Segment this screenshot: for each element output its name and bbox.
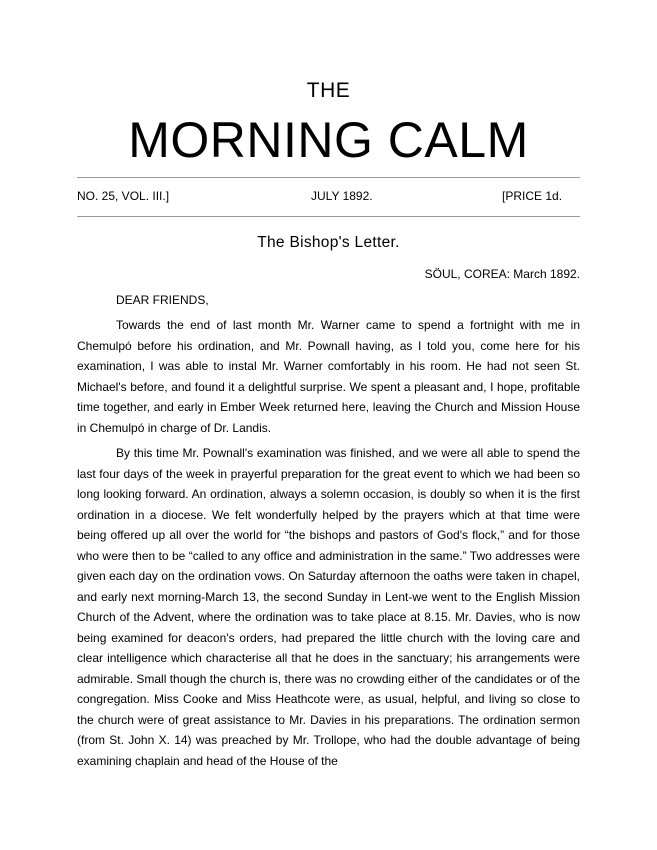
- masthead-title: MORNING CALM: [128, 112, 529, 168]
- masthead-pre-title: THE: [306, 79, 351, 102]
- issue-date: JULY 1892.: [311, 189, 373, 203]
- article-salutation: DEAR FRIENDS,: [116, 293, 209, 307]
- issue-number: NO. 25, VOL. III.]: [77, 189, 170, 203]
- masthead-divider-top: [77, 177, 580, 178]
- issue-info-line: [77, 188, 580, 204]
- article-title: The Bishop's Letter.: [257, 234, 400, 251]
- issue-price: [PRICE 1d.: [502, 189, 563, 203]
- article-paragraph: By this time Mr. Pownall's examination was finished, and we were all able to spend the last four days of the week in prayerful preparation for the great event to which we had been so long looking forward. An ordination, always a solemn occasion, is doubly so when it is the first ordination in a diocese. We felt wonderfully helped by the prayers which at that time were being offered up all over the world for “the bishops and pastors of God's flock,” and for those who were then to be “called to any office and administration in the same.” Two addresses were given each day on the ordination vows. On Saturday afternoon the oaths were taken in chapel, and early next morning-March 13, the second Sunday in Lent-we went to the English Mission Church of the Advent, where the ordination was to take place at 8.15. Mr. Davies, who is now being examined for deacon's orders, had prepared the little church with the loving care and clear intelligence which characterise all that he does in the sanctuary; his arrangements were admirable. Small though the church is, there was no crowding either of the candidates or of the congregation. Miss Cooke and Miss Heathcote were, as usual, helpful, and living so close to the church were of great assistance to Mr. Davies in his preparations. The ordination sermon (from St. John X. 14) was preached by Mr. Trollope, who had the double advantage of being examining chaplain and head of the House of the: [77, 446, 580, 768]
- article-dateline: SÖUL, COREA: March 1892.: [424, 267, 580, 281]
- article-paragraph: Towards the end of last month Mr. Warner came to spend a fortnight with me in Chemulpó before his ordination, and Mr. Pownall having, as I told you, come here for his examination, I was able to instal Mr. Warner comfortably in his room. He had not seen St. Michael's before, and found it a delightful surprise. We spent a pleasant and, I hope, profitable time together, and early in Ember Week returned here, leaving the Church and Mission House in Chemulpó in charge of Dr. Landis.: [77, 318, 580, 435]
- masthead-divider-bottom: [77, 216, 580, 217]
